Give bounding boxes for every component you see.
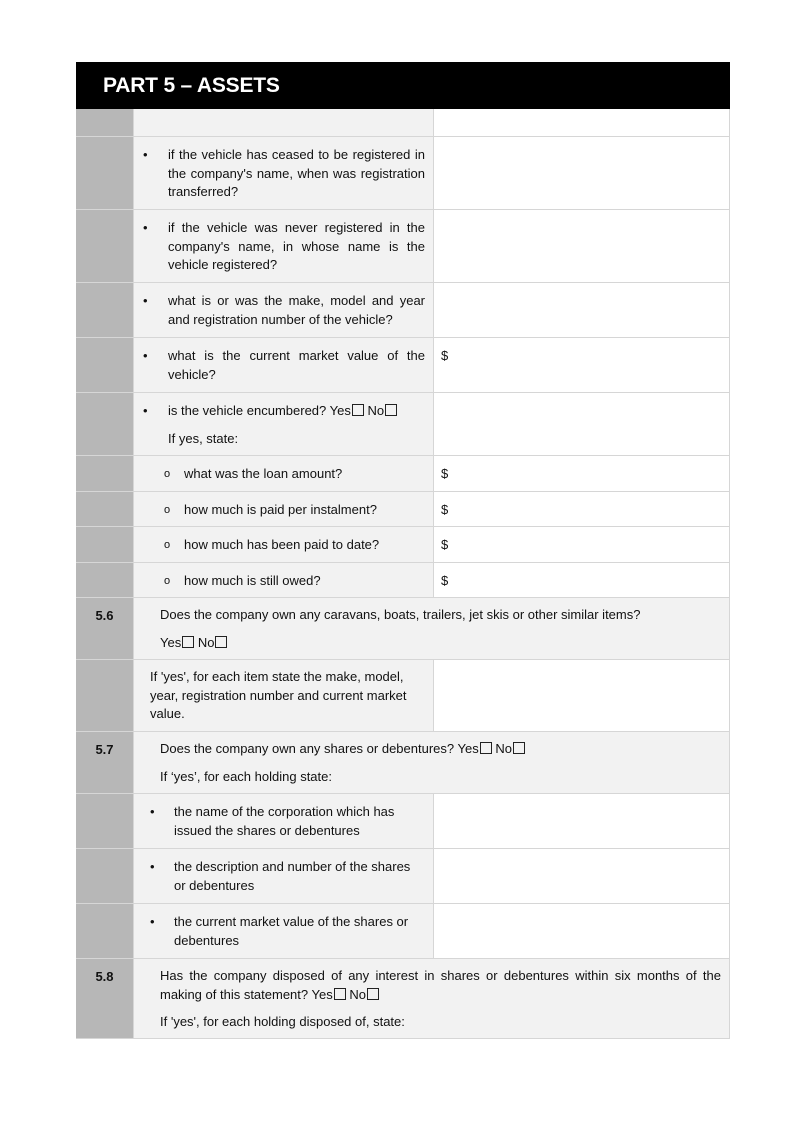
table-row <box>76 210 730 283</box>
no-checkbox[interactable] <box>215 636 227 648</box>
no-checkbox[interactable] <box>367 988 379 1000</box>
table-row <box>76 598 730 660</box>
no-label: No <box>349 986 366 1002</box>
question-text: Has the company disposed of any interest in shares or debentures within six months of the making of this statement? Yes <box>160 968 721 1002</box>
bullet-icon: • <box>143 220 148 235</box>
no-label: No <box>367 403 385 418</box>
yes-checkbox[interactable] <box>334 988 346 1000</box>
no-label: No <box>197 634 215 650</box>
answer-field[interactable] <box>434 137 730 209</box>
yes-checkbox[interactable] <box>182 636 194 648</box>
answer-field[interactable]: $ <box>434 338 730 392</box>
yes-label: Yes <box>160 634 182 650</box>
table-row <box>76 456 730 492</box>
question-text: how much is paid per instalment? <box>184 502 377 517</box>
answer-field[interactable] <box>434 904 730 958</box>
table-row <box>76 338 730 393</box>
table-row <box>76 959 730 1039</box>
no-checkbox[interactable] <box>513 742 525 754</box>
question-text: what is the current market value of the vehicle? <box>168 348 425 382</box>
answer-field[interactable] <box>434 283 730 337</box>
bullet-icon: • <box>143 403 148 418</box>
question-text: if the vehicle has ceased to be registered in the company's name, when was registration transferred? <box>168 147 425 199</box>
circle-bullet-icon: o <box>164 575 171 587</box>
circle-bullet-icon: o <box>164 504 171 516</box>
answer-field[interactable] <box>434 393 730 455</box>
question-text: If 'yes', for each item state the make, model, year, registration number and current market value. <box>150 669 407 721</box>
answer-field[interactable]: $ <box>434 492 730 526</box>
bullet-icon: • <box>150 914 155 929</box>
if-yes-label: If ‘yes’, for each holding state: <box>160 768 332 784</box>
table-row <box>76 393 730 456</box>
question-text: what was the loan amount? <box>184 466 343 481</box>
yes-checkbox[interactable] <box>480 742 492 754</box>
table-row <box>76 660 730 732</box>
table-row <box>76 849 730 904</box>
question-text: what is or was the make, model and year and registration number of the vehicle? <box>168 293 425 327</box>
question-text: the description and number of the shares or debentures <box>174 859 411 893</box>
question-text: how much is still owed? <box>184 573 321 588</box>
bullet-icon: • <box>143 293 148 308</box>
answer-field[interactable] <box>434 660 730 731</box>
section-number: 5.8 <box>76 959 133 1038</box>
section-title: PART 5 – ASSETS <box>103 73 280 97</box>
bullet-icon: • <box>150 804 155 819</box>
table-row <box>76 904 730 959</box>
answer-field[interactable] <box>434 210 730 282</box>
table-row <box>76 137 730 210</box>
question-text: is the vehicle encumbered? Yes <box>168 403 351 418</box>
table-row <box>76 527 730 563</box>
question-text: if the vehicle was never registered in the company's name, in whose name is the vehicle registered? <box>168 220 425 272</box>
answer-field[interactable] <box>434 849 730 903</box>
table-row <box>76 492 730 527</box>
circle-bullet-icon: o <box>164 468 171 480</box>
question-text: Does the company own any shares or debentures? Yes <box>160 741 479 756</box>
table-row <box>76 109 730 137</box>
circle-bullet-icon: o <box>164 539 171 551</box>
section-header <box>76 62 730 109</box>
question-text: the name of the corporation which has issued the shares or debentures <box>174 804 395 838</box>
answer-field[interactable] <box>434 109 730 136</box>
section-number: 5.6 <box>76 598 133 659</box>
bullet-icon: • <box>143 147 148 162</box>
table-row <box>76 794 730 849</box>
answer-field[interactable]: $ <box>434 456 730 491</box>
if-yes-label: If yes, state: <box>168 430 239 446</box>
question-text: how much has been paid to date? <box>184 537 380 552</box>
answer-field[interactable]: $ <box>434 527 730 562</box>
question-text: the current market value of the shares or debentures <box>174 914 409 948</box>
table-row <box>76 732 730 794</box>
section-number: 5.7 <box>76 732 133 793</box>
if-yes-label: If 'yes', for each holding disposed of, state: <box>160 1014 405 1029</box>
table-row <box>76 563 730 598</box>
answer-field[interactable] <box>434 794 730 848</box>
bullet-icon: • <box>143 348 148 363</box>
yes-checkbox[interactable] <box>352 404 364 416</box>
answer-field[interactable]: $ <box>434 563 730 597</box>
assets-form <box>76 62 730 1039</box>
bullet-icon: • <box>150 859 155 874</box>
question-text: Does the company own any caravans, boats, trailers, jet skis or other similar items? <box>160 607 641 622</box>
no-checkbox[interactable] <box>385 404 397 416</box>
table-row <box>76 283 730 338</box>
no-label: No <box>495 741 512 756</box>
